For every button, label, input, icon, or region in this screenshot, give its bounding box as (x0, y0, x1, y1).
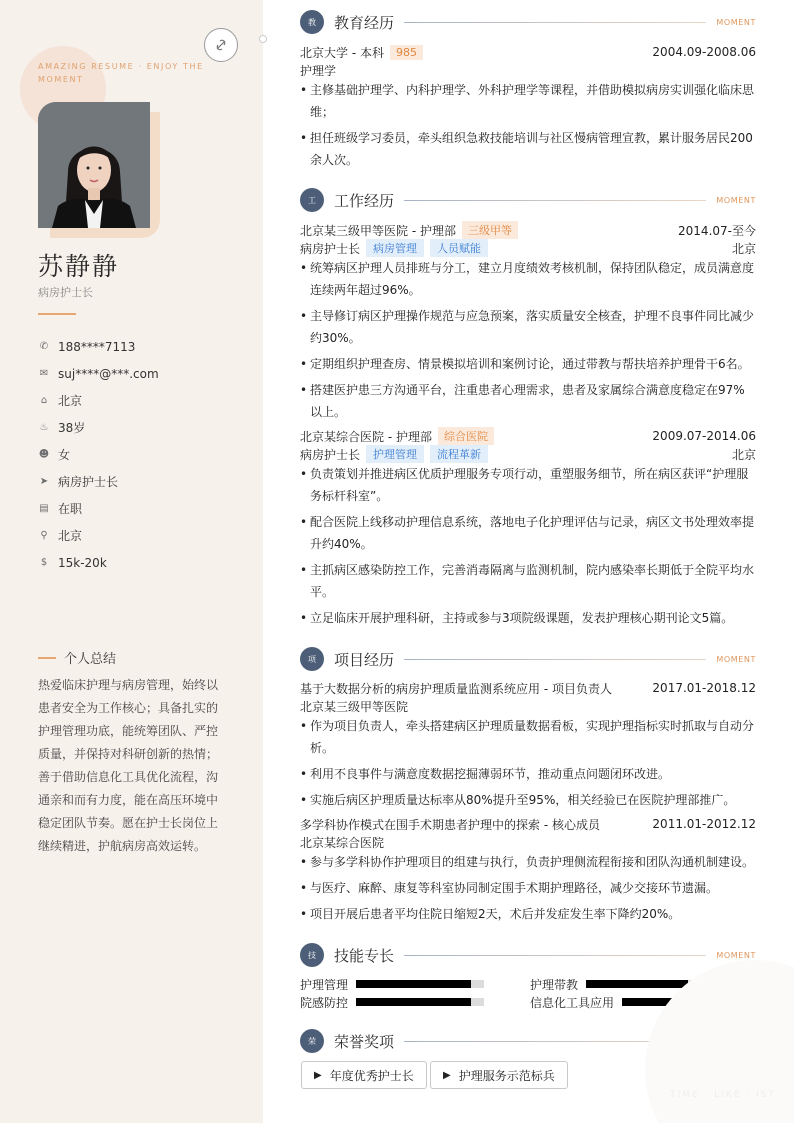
section-project-header (300, 646, 756, 672)
education-major-row (300, 61, 756, 79)
info-item-target (38, 468, 159, 495)
project-name: 基于大数据分析的病房护理质量监测系统应用 - 项目负责人 (300, 681, 612, 696)
target-text: 病房护士长 (58, 475, 119, 489)
work-org-tag: 三级甲等 (462, 221, 518, 239)
honor-label: 护理服务示范标兵 (458, 1068, 555, 1083)
honor-label: 年度优秀护士长 (329, 1068, 414, 1083)
status-text: 在职 (58, 502, 83, 516)
slogan: AMAZING RESUME · ENJOY THE MOMENT (38, 62, 204, 84)
work-skill-tag: 护理管理 (366, 445, 424, 463)
work-bullet: • 搭建医护患三方沟通平台，注重患者心理需求，患者及家属综合满意度稳定在97%以上。 (300, 379, 756, 423)
section-title: 教育经历 (334, 13, 395, 32)
work-bullet: • 立足临床开展护理科研，主持或参与3项院级课题，发表护理核心期刊论文5篇。 (300, 607, 756, 629)
work-date: 2014.07-至今 (678, 223, 756, 238)
skill-bar (356, 980, 484, 988)
salary-text: 15k-20k (58, 555, 107, 570)
section-education-header (300, 9, 756, 35)
school-name: 北京大学 - 本科 (300, 45, 384, 60)
section-badge: 工 (300, 188, 324, 212)
section-title: 技能专长 (334, 946, 395, 965)
project-name: 多学科协作模式在围手术期患者护理中的探索 - 核心成员 (300, 817, 600, 832)
project-bullet: • 利用不良事件与满意度数据挖掘薄弱环节，推动重点问题闭环改进。 (300, 763, 756, 785)
skill-name: 院感防控 (300, 995, 349, 1010)
honor-badge[interactable] (430, 1061, 568, 1089)
gender-icon: ☻ (38, 449, 50, 460)
project-org: 北京某三级甲等医院 (300, 699, 409, 714)
project-row (300, 815, 756, 833)
accent-divider (38, 313, 76, 315)
section-title: 项目经历 (334, 650, 395, 669)
project-bullet: • 与医疗、麻醉、康复等科室协同制定围手术期护理路径，减少交接环节遗漏。 (300, 877, 756, 899)
work-position: 病房护士长 (300, 447, 361, 462)
work-bullet: • 定期组织护理查房、情景模拟培训和案例讨论，通过带教与帮扶培养护理骨干6名。 (300, 353, 756, 375)
contact-info-list (38, 333, 159, 576)
work-city: 北京 (731, 447, 756, 462)
footer-watermark: TIME · LIKE · IST (670, 1090, 776, 1100)
section-moment: MOMENT (716, 654, 756, 664)
education-date: 2004.09-2008.06 (652, 45, 756, 59)
section-line (404, 200, 706, 201)
project-date: 2011.01-2012.12 (652, 817, 756, 831)
info-item-location (38, 522, 159, 549)
skill-bar (356, 998, 484, 1006)
info-item-status (38, 495, 159, 522)
project-bullet: • 参与多学科协作护理项目的组建与执行，负责护理侧流程衔接和团队沟通机制建设。 (300, 851, 756, 873)
summary-heading (38, 648, 116, 667)
section-work-header (300, 187, 756, 213)
work-org-tag: 综合医院 (438, 427, 494, 445)
section-moment: MOMENT (716, 195, 756, 205)
project-date: 2017.01-2018.12 (652, 681, 756, 695)
project-row (300, 679, 756, 697)
cake-icon: ♨ (39, 422, 49, 433)
education-bullet: • 主修基础护理学、内科护理学、外科护理学等课程，并借助模拟病房实训强化临床思维； (300, 79, 756, 123)
info-item-email (38, 360, 159, 387)
section-skills-header (300, 942, 756, 968)
section-line (404, 659, 706, 660)
info-item-phone (38, 333, 159, 360)
education-major: 护理学 (300, 63, 337, 78)
project-org-row (300, 833, 756, 851)
section-badge: 教 (300, 10, 324, 34)
avatar (38, 102, 150, 228)
work-bullet: • 统筹病区护理人员排班与分工，建立月度绩效考核机制，保持团队稳定，成员满意度连续两年超过96%。 (300, 257, 756, 301)
skill-item (300, 975, 484, 993)
skill-name: 护理管理 (300, 977, 349, 992)
honor-badge[interactable] (301, 1061, 427, 1089)
info-item-salary (38, 549, 159, 576)
send-icon: ➤ (39, 476, 49, 487)
work-position: 病房护士长 (300, 241, 361, 256)
work-city: 北京 (731, 241, 756, 256)
location-icon: ⚲ (40, 530, 48, 541)
section-badge: 荣 (300, 1029, 324, 1053)
link-icon[interactable] (204, 28, 238, 62)
work-bullet: • 主导修订病区护理操作规范与应急预案，落实质量安全核查，护理不良事件同比减少约30%。 (300, 305, 756, 349)
email-text: suj****@***.com (58, 366, 159, 381)
skill-item (300, 993, 484, 1011)
location-text: 北京 (58, 529, 83, 543)
summary-accent (38, 657, 56, 659)
decorative-dot (259, 35, 267, 43)
section-title: 荣誉奖项 (334, 1032, 395, 1051)
salary-icon: $ (40, 557, 48, 568)
skill-fill (356, 998, 471, 1006)
skill-fill (586, 980, 688, 988)
skill-name: 护理带教 (530, 977, 579, 992)
play-icon: ▶ (314, 1069, 322, 1081)
education-bullet: • 担任班级学习委员，牵头组织急救技能培训与社区慢病管理宣教，累计服务居民200余人次。 (300, 127, 756, 171)
education-row (300, 43, 756, 61)
project-org-row (300, 697, 756, 715)
play-icon: ▶ (443, 1069, 451, 1081)
summary-title: 个人总结 (64, 652, 117, 667)
work-skill-tag: 流程革新 (430, 445, 488, 463)
project-bullet: • 实施后病区护理质量达标率从80%提升至95%，相关经验已在医院护理部推广。 (300, 789, 756, 811)
work-position-row (300, 445, 756, 463)
work-date: 2009.07-2014.06 (652, 429, 756, 443)
candidate-name: 苏静静 (38, 252, 120, 281)
skill-fill (356, 980, 471, 988)
phone-text: 188****7113 (58, 339, 136, 354)
phone-icon: ✆ (39, 341, 49, 352)
work-bullet: • 负责策划并推进病区优质护理服务专项行动，重塑服务细节，所在病区获评“护理服务标杆科室”。 (300, 463, 756, 507)
section-badge: 项 (300, 647, 324, 671)
candidate-role: 病房护士长 (38, 286, 93, 299)
work-skill-tag: 人员赋能 (430, 239, 488, 257)
project-bullet: • 项目开展后患者平均住院日缩短2天，术后并发症发生率下降约20%。 (300, 903, 756, 925)
school-tag: 985 (390, 45, 423, 60)
work-row (300, 427, 756, 445)
email-icon: ✉ (39, 368, 49, 379)
briefcase-icon: ▤ (39, 503, 49, 514)
project-bullet: • 作为项目负责人，牵头搭建病区护理质量数据看板，实现护理指标实时抓取与自动分析。 (300, 715, 756, 759)
info-item-age (38, 414, 159, 441)
section-moment: MOMENT (716, 17, 756, 27)
sidebar (0, 0, 263, 1123)
project-org: 北京某综合医院 (300, 835, 385, 850)
info-item-gender (38, 441, 159, 468)
gender-text: 女 (58, 448, 71, 462)
section-badge: 技 (300, 943, 324, 967)
home-text: 北京 (58, 394, 83, 408)
work-bullet: • 配合医院上线移动护理信息系统，落地电子化护理评估与记录，病区文书处理效率提升约40%。 (300, 511, 756, 555)
section-title: 工作经历 (334, 191, 395, 210)
age-text: 38岁 (58, 421, 86, 435)
section-moment: MOMENT (716, 950, 756, 960)
work-row (300, 221, 756, 239)
info-item-home (38, 387, 159, 414)
skill-name: 信息化工具应用 (530, 995, 615, 1010)
section-line (404, 955, 706, 956)
summary-text: 热爱临床护理与病房管理，始终以患者安全为工作核心；具备扎实的护理管理功底，能统筹团队、严控质量，并保持对科研创新的热情；善于借助信息化工具优化流程，沟通亲和而有力度，能在高压环境中稳定团队节奏。愿在护士长岗位上继续精进，护航病房高效运转。 (38, 678, 219, 853)
work-bullet: • 主抓病区感染防控工作，完善消毒隔离与监测机制，院内感染率长期低于全院平均水平。 (300, 559, 756, 603)
work-org: 北京某三级甲等医院 - 护理部 (300, 223, 456, 238)
work-skill-tag: 病房管理 (366, 239, 424, 257)
work-position-row (300, 239, 756, 257)
work-org: 北京某综合医院 - 护理部 (300, 429, 432, 444)
section-line (404, 22, 706, 23)
home-icon: ⌂ (40, 395, 48, 406)
